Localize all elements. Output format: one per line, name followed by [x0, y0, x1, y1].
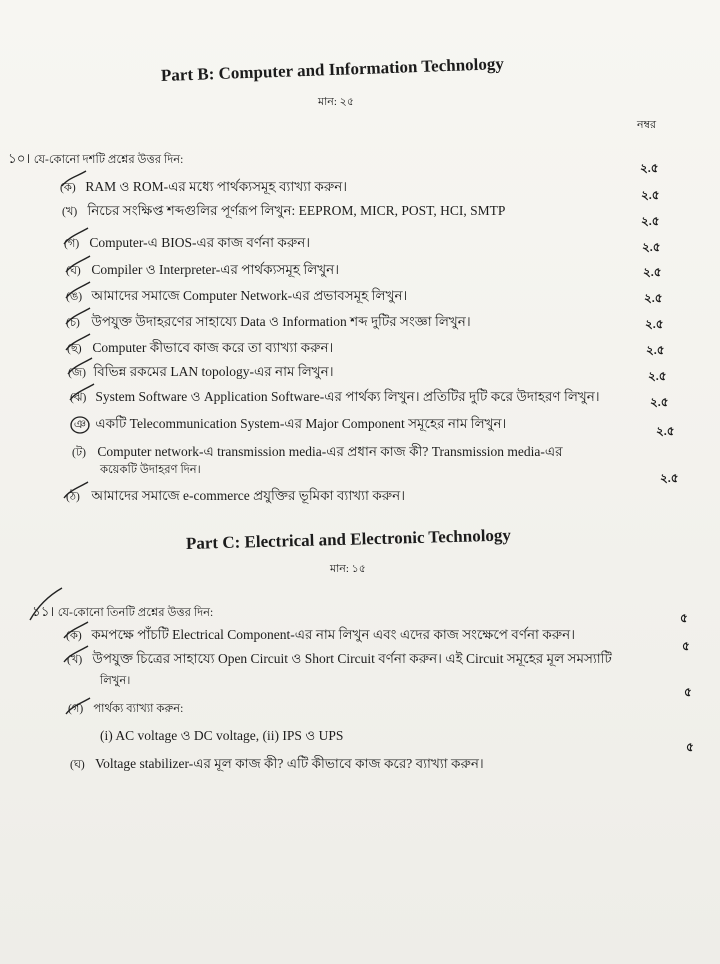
item-text: পার্থক্য ব্যাখ্যা করুন:: [93, 703, 184, 715]
item-text: আমাদের সমাজে e-commerce প্রযুক্তির ভূমিকা ব্যাখ্যা করুন।: [91, 488, 406, 503]
item-label: (ঝ): [70, 392, 87, 404]
tick-mark-icon: [30, 588, 62, 620]
item-mark: ২.৫: [645, 317, 664, 331]
item-label: (ট): [72, 447, 86, 459]
item-mark: ২.৫: [640, 161, 659, 175]
item-text: RAM ও ROM-এর মধ্যে পার্থক্যসমূহ ব্যাখ্যা করুন।: [85, 179, 348, 194]
item-mark: ২.৫: [644, 291, 663, 305]
tick-mark-icon: [64, 482, 88, 498]
marks-column-header: নম্বর: [637, 119, 657, 131]
part-c-title: Part C: Electrical and Electronic Technology: [185, 525, 512, 553]
tick-mark-icon: [64, 646, 88, 662]
item-subparts: (i) AC voltage ও DC voltage, (ii) IPS ও UPS: [100, 728, 344, 743]
item-label: (ক): [66, 630, 82, 642]
question-number: ১০।: [8, 151, 31, 166]
part-c-marks: মান: ১৫: [330, 563, 366, 575]
question-instruction: যে-কোনো দশটি প্রশ্নের উত্তর দিন:: [33, 154, 184, 166]
item-mark: ২.৫: [641, 188, 660, 202]
item-mark: ৫: [682, 639, 690, 653]
tick-mark-icon: [70, 384, 94, 400]
item-mark: ৫: [686, 740, 694, 754]
item-label: (খ): [67, 654, 83, 666]
tick-mark-icon: [66, 698, 90, 714]
item-text-continued: কয়েকটি উদাহরণ দিন।: [100, 464, 201, 476]
item-label: (ঞ): [70, 419, 90, 431]
item-text: একটি Telecommunication System-এর Major Component সমূহের নাম লিখুন।: [95, 416, 507, 431]
item-text: Voltage stabilizer-এর মূল কাজ কী? এটি কীভাবে কাজ করে? ব্যাখ্যা করুন।: [95, 756, 484, 771]
item-text: কমপক্ষে পাঁচটি Electrical Component-এর নাম লিখুন এবং এদের কাজ সংক্ষেপে বর্ণনা করুন।: [91, 627, 576, 642]
item-label: (ঙ): [66, 291, 83, 303]
item-label: (ঘ): [66, 265, 81, 277]
tick-mark-icon: [66, 282, 90, 298]
circle-mark-icon: [71, 417, 89, 433]
item-label: (গ): [64, 238, 80, 250]
item-text: উপযুক্ত চিত্রের সাহায্যে Open Circuit ও Short Circuit বর্ণনা করুন। এই Circuit সমূহের মূল সমস্যাটি: [92, 651, 612, 666]
item-text: উপযুক্ত উদাহরণের সাহায্যে Data ও Information শব্দ দুটির সংজ্ঞা লিখুন।: [91, 314, 471, 329]
item-mark: ২.৫: [643, 265, 662, 279]
item-text: Compiler ও Interpreter-এর পার্থক্যসমূহ লিখুন।: [91, 262, 340, 277]
item-text: Computer কীভাবে কাজ করে তা ব্যাখ্যা করুন।: [92, 340, 334, 355]
item-label: (জ): [68, 367, 86, 379]
tick-mark-icon: [66, 256, 90, 272]
item-text-continued: লিখুন।: [100, 675, 131, 687]
question-number: ১১।: [32, 604, 55, 619]
item-text: System Software ও Application Software-এর পার্থক্য লিখুন। প্রতিটির দুটি করে উদাহরণ লিখুন।: [95, 389, 600, 404]
item-label: (ছ): [67, 343, 82, 355]
item-mark: ৫: [680, 611, 688, 625]
item-text: Computer network-এ transmission media-এর প্রধান কাজ কী? Transmission media-এর: [97, 444, 563, 459]
item-mark: ২.৫: [648, 369, 667, 383]
tick-mark-icon: [62, 171, 86, 186]
question-instruction: যে-কোনো তিনটি প্রশ্নের উত্তর দিন:: [57, 607, 214, 619]
tick-mark-icon: [68, 358, 92, 374]
item-mark: ২.৫: [660, 471, 679, 485]
item-label: (ঠ): [66, 491, 80, 503]
part-b-marks: মান: ২৫: [318, 96, 354, 108]
tick-mark-icon: [64, 622, 88, 638]
item-text: Computer-এ BIOS-এর কাজ বর্ণনা করুন।: [89, 235, 311, 250]
tick-mark-icon: [66, 334, 90, 350]
item-mark: ২.৫: [646, 343, 665, 357]
item-text: আমাদের সমাজে Computer Network-এর প্রভাবসমূহ লিখুন।: [91, 288, 408, 303]
item-mark: ২.৫: [656, 424, 675, 438]
item-mark: ২.৫: [642, 240, 661, 254]
item-mark: ৫: [684, 685, 692, 699]
tick-mark-icon: [64, 228, 88, 244]
item-text: নিচের সংক্ষিপ্ত শব্দগুলির পূর্ণরূপ লিখুন: EEPROM, MICR, POST, HCI, SMTP: [87, 203, 506, 218]
item-mark: ২.৫: [650, 395, 669, 409]
item-mark: ২.৫: [641, 214, 660, 228]
item-label: (ক): [60, 182, 76, 194]
item-label: (চ): [66, 317, 80, 329]
item-text: বিভিন্ন রকমের LAN topology-এর নাম লিখুন।: [93, 364, 334, 379]
item-label: (খ): [62, 206, 78, 218]
part-b-title: Part B: Computer and Information Technology: [160, 54, 505, 85]
item-label: (গ): [68, 703, 84, 715]
item-label: (ঘ): [70, 759, 85, 771]
tick-mark-icon: [66, 308, 90, 324]
